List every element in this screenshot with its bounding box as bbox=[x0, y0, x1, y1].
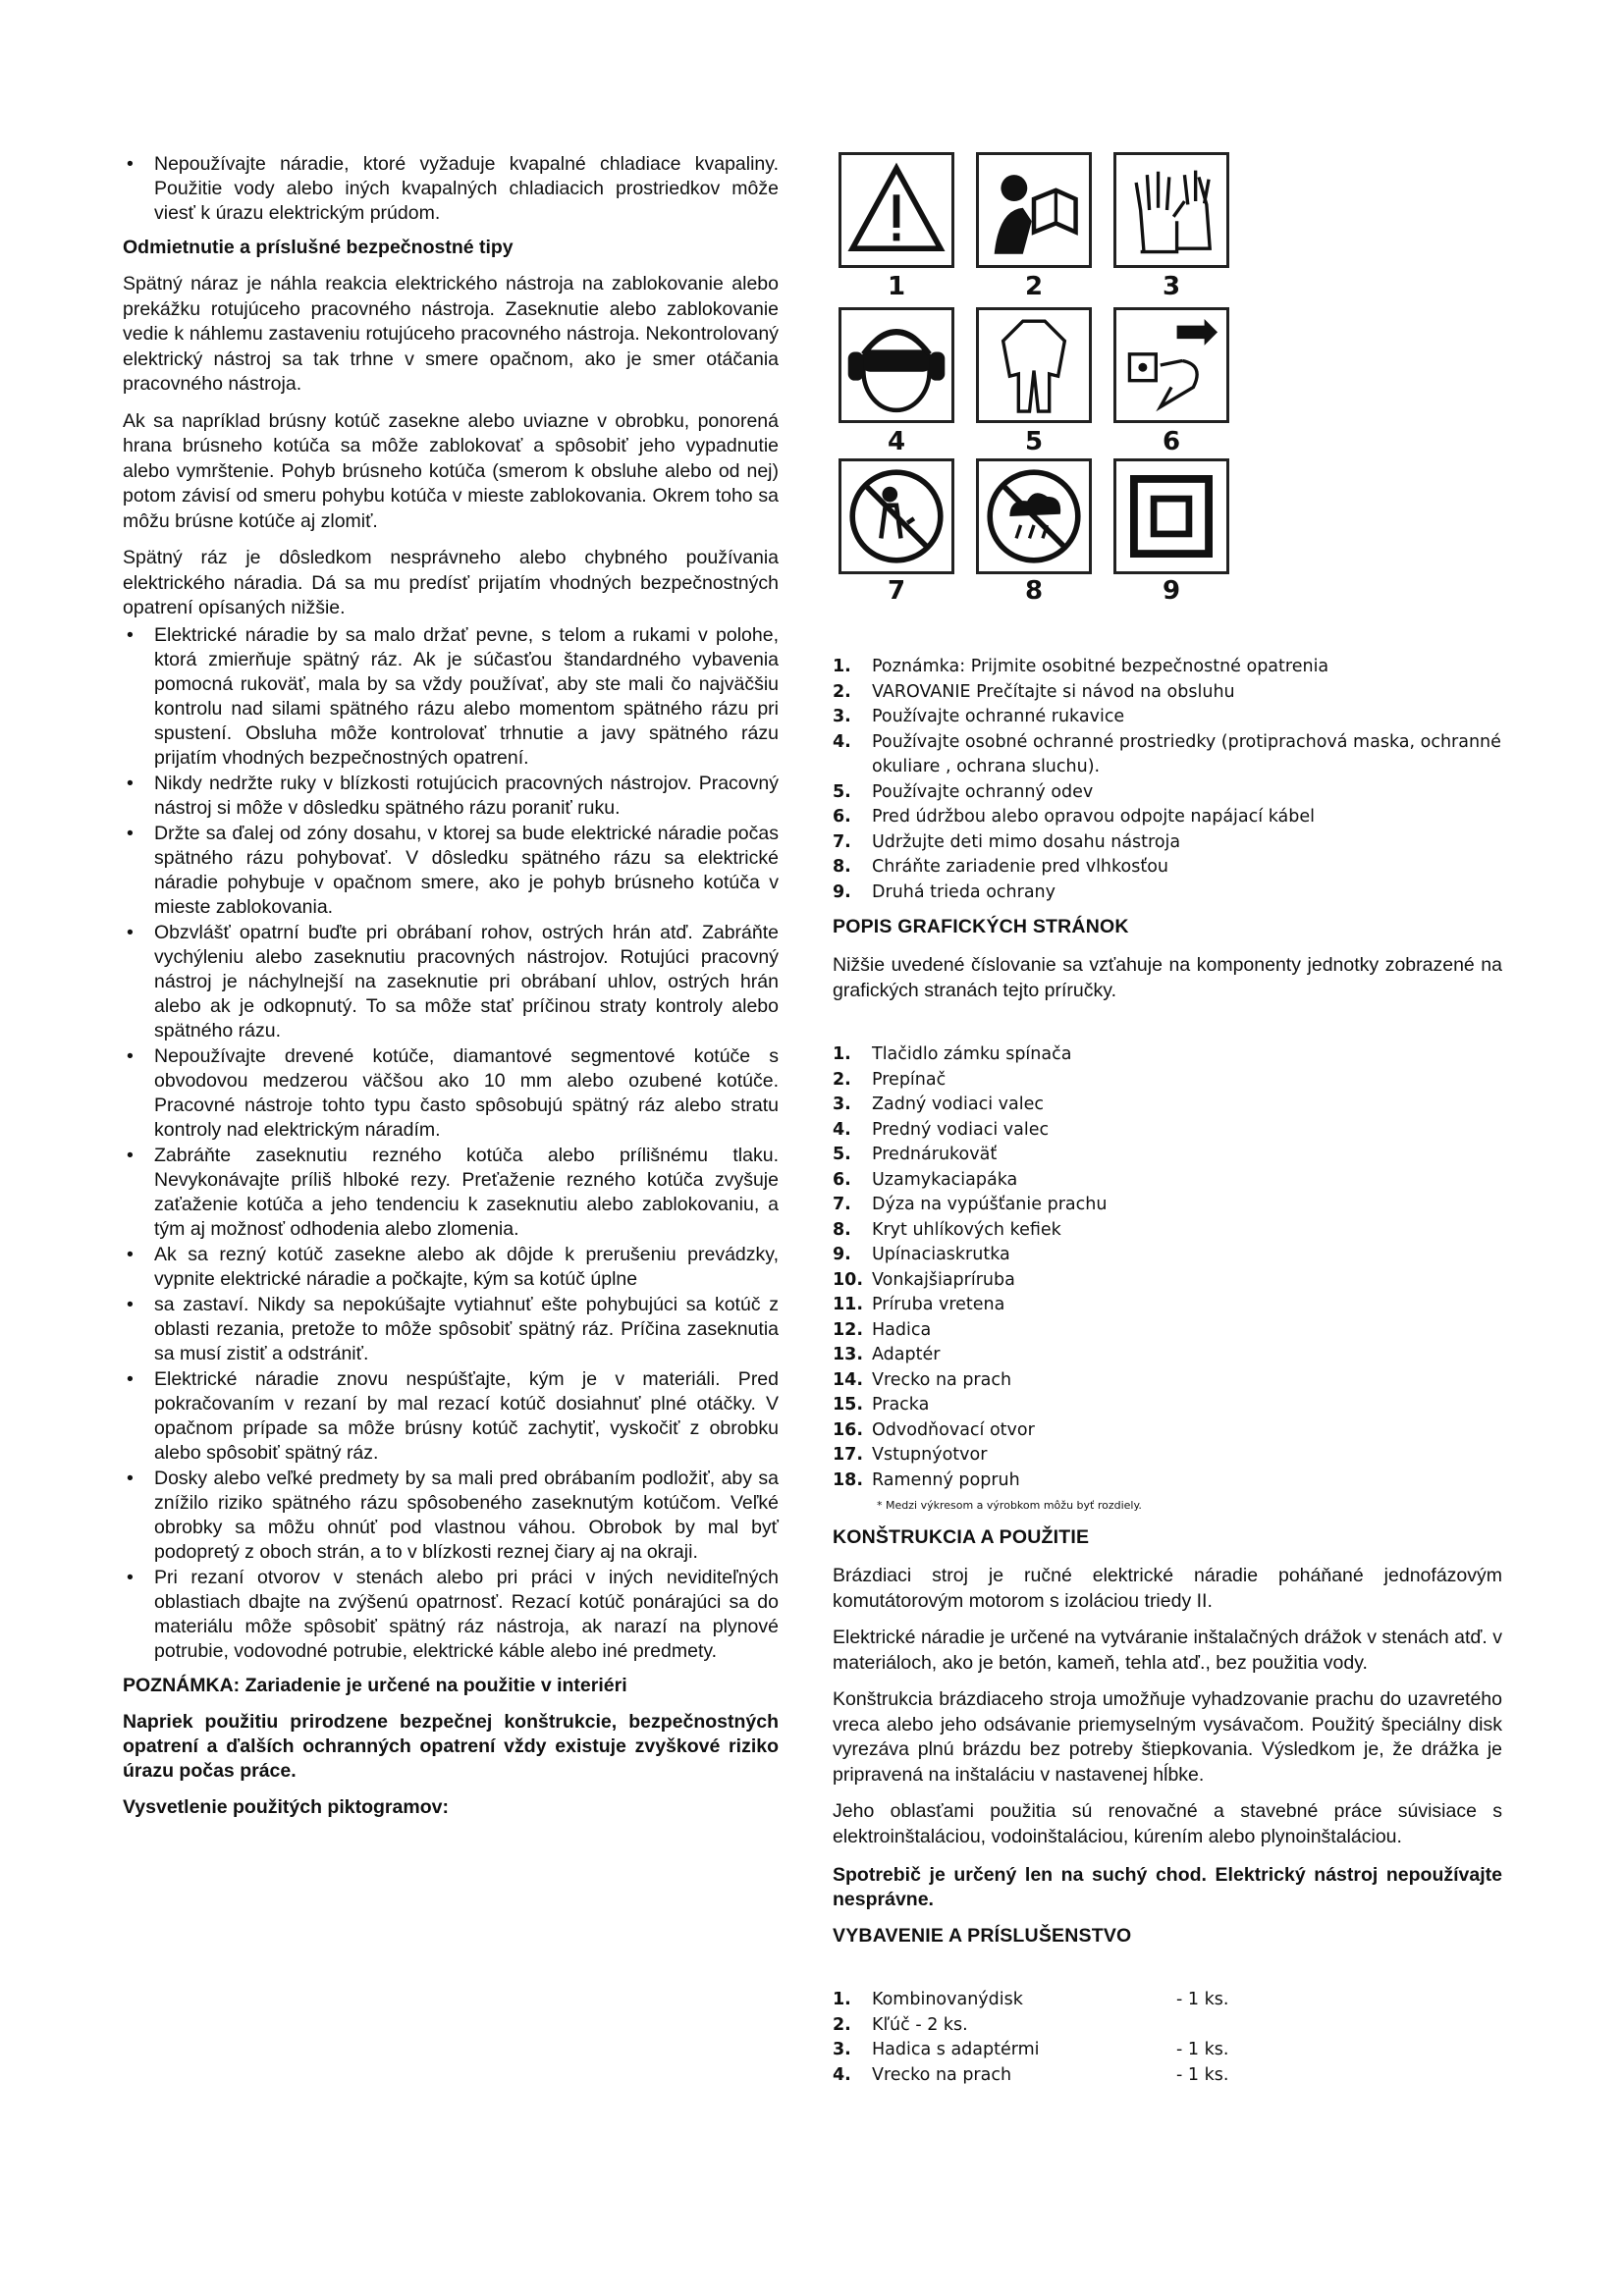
component-text: Vstupnýotvor bbox=[872, 1445, 988, 1465]
component-text: Kryt uhlíkových kefiek bbox=[872, 1219, 1061, 1240]
pictogram-heading: Vysvetlenie použitých piktogramov: bbox=[123, 1795, 449, 1818]
gloves-icon bbox=[1113, 152, 1229, 268]
legend-text: Chráňte zariadenie pred vlhkosťou bbox=[872, 857, 1169, 877]
legend-text: Používajte ochranné rukavice bbox=[872, 707, 1125, 726]
intro-bullet-list bbox=[123, 152, 779, 226]
component-item: 6. Uzamykaciapáka bbox=[833, 1169, 1018, 1190]
graphics-heading: POPIS GRAFICKÝCH STRÁNOK bbox=[833, 916, 1129, 937]
component-text: Ramenný popruh bbox=[872, 1469, 1020, 1490]
kickback-paragraph-1: Spätný náraz je náhla reakcia elektrického nástroja na zablokovanie alebo prekážku rotujúceho pracovného nástroja. Zaseknutie alebo zablokovanie vedie k náhlemu zastaveniu rotujúceho pracovného nástroja. Nekontrolovaný elektrický nástroj sa tak trhne v smere opačnom, ako je smer otáčania pracovného nástroja. bbox=[123, 273, 779, 395]
pictogram-grid bbox=[833, 152, 1245, 604]
component-item: 16. Odvodňovací otvor bbox=[833, 1419, 1035, 1440]
component-text: Zadný vodiaci valec bbox=[872, 1095, 1044, 1114]
legend-item: 4. Používajte osobné ochranné prostriedky (protiprachová maska, ochranné okuliare , ochrana sluchu). bbox=[833, 731, 1501, 776]
construction-paragraph-4: Jeho oblasťami použitia sú renovačné a stavebné práce súvisiace s elektroinštaláciou, vodoinštaláciou, kúrením alebo plynoinštaláciou. bbox=[833, 1800, 1502, 1847]
equipment-qty: - 1 ks. bbox=[1176, 2064, 1229, 2085]
component-item: 2. Prepínač bbox=[833, 1069, 947, 1090]
bullet-item: • sa zastaví. Nikdy sa nepokúšajte vytiahnuť ešte pohybujúci sa kotúč z oblasti rezania, pretože to môže spôsobiť spätný ráz. Príčina zaseknutia sa musí zistiť a odstrániť. bbox=[127, 1293, 779, 1364]
goggles-earmuffs-icon bbox=[839, 307, 954, 423]
bullet-text: Pri rezaní otvorov v stenách alebo pri práci v iných neviditeľných oblastiach dbajte na zvýšenú opatrnosť. Rezací kotúč ponárajúci sa do materiálu môže spôsobiť spätný ráz nástroja, ak narazí na plynové potrubie, vodovodné potrubie, elektrické káble alebo iné predmety. bbox=[154, 1566, 779, 1662]
drawing-footnote: * Medzi výkresom a výrobkom môžu byť rozdiely. bbox=[877, 1499, 1142, 1512]
component-item: 3. Zadný vodiaci valec bbox=[833, 1095, 1044, 1114]
legend-item: 9. Druhá trieda ochrany bbox=[833, 881, 1056, 902]
component-text: Dýza na vypúšťanie prachu bbox=[872, 1195, 1108, 1214]
component-item: 15. Pracka bbox=[833, 1395, 930, 1415]
read-manual-icon bbox=[976, 152, 1092, 268]
component-text: Odvodňovací otvor bbox=[872, 1419, 1035, 1440]
pictogram-legend-list bbox=[833, 655, 1502, 905]
component-text: Adaptér bbox=[872, 1345, 941, 1364]
equipment-item: 1. Kombinovanýdisk - 1 ks. bbox=[833, 1988, 1502, 2013]
component-text: Hadica bbox=[872, 1319, 932, 1340]
construction-paragraph-2: Elektrické náradie je určené na vytváranie inštalačných drážok v stenách atď. v materiáloch, ako je betón, kameň, tehla atď., bez použitia vody. bbox=[833, 1627, 1502, 1674]
kickback-paragraph-3: Spätný ráz je dôsledkom nesprávneho alebo chybného používania elektrického náradia. Dá sa mu predísť prijatím vhodných bezpečnostných opatrení opísaných nižšie. bbox=[123, 547, 779, 618]
bullet-item: • Nikdy nedržte ruky v blízkosti rotujúcich pracovných nástrojov. Pracovný nástroj si môže v dôsledku spätného rázu poraniť ruku. bbox=[127, 772, 779, 819]
bullet-item: • Dosky alebo veľké predmety by sa mali pred obrábaním podložiť, aby sa znížilo riziko spätného rázu spôsobeného zaseknutým kotúčom. Veľké obrobky sa môžu ohnúť pod vlastnou váhou. Obrobok by mal byť podopretý z oboch strán, a to v blízkosti reznej čiary aj na okraji. bbox=[127, 1467, 779, 1563]
component-text: Vonkajšiapríruba bbox=[872, 1269, 1015, 1290]
equipment-item: 2. Kľúč - 2 ks. bbox=[833, 2013, 1502, 2039]
legend-text: Používajte ochranný odev bbox=[872, 781, 1094, 802]
bullet-item: • Zabráňte zaseknutiu rezného kotúča alebo prílišnému tlaku. Nevykonávajte príliš hlboké rezy. Preťaženie rezného kotúča zvyšuje zaťaženie kotúča a jeho tendenciu k zaseknutiu alebo zablokovaniu, a tým aj možnosť odhodenia alebo zlomenia. bbox=[127, 1144, 779, 1240]
bullet-item: • Nepoužívajte drevené kotúče, diamantové segmentové kotúče s obvodovou medzerou väčšou ako 10 mm alebo ozubené kotúče. Pracovné nástroje tohto typu často spôsobujú spätný ráz alebo stratu kontroly nad elektrickým náradím. bbox=[127, 1044, 779, 1141]
equipment-item: 3. Hadica s adaptérmi - 1 ks. bbox=[833, 2038, 1502, 2063]
component-item: 11. Príruba vretena bbox=[833, 1295, 1005, 1314]
bullet-text: Držte sa ďalej od zóny dosahu, v ktorej sa bude elektrické náradie počas spätného rázu pohybovať. V dôsledku spätného rázu sa elektrické náradie pohybuje v opačnom smere, ako je pohyb brúsneho kotúča v mieste zablokovania. bbox=[154, 822, 779, 918]
bullet-text: Nepoužívajte náradie, ktoré vyžaduje kvapalné chladiace kvapaliny. Použitie vody alebo iných kvapalných chladiacich prostriedkov môže viesť k úrazu elektrickým prúdom. bbox=[154, 153, 779, 224]
component-text: Vrecko na prach bbox=[872, 1369, 1012, 1390]
component-item: 13. Adaptér bbox=[833, 1345, 941, 1364]
component-item: 9. Upínaciaskrutka bbox=[833, 1245, 1010, 1264]
bullet-item: • Pri rezaní otvorov v stenách alebo pri práci v iných neviditeľných oblastiach dbajte na zvýšenú opatrnosť. Rezací kotúč ponárajúci sa do materiálu môže spôsobiť spätný ráz nástroja, ak narazí na plynové potrubie, vodovodné potrubie, elektrické káble alebo iné predmety. bbox=[127, 1566, 779, 1662]
component-list bbox=[833, 1042, 1502, 1493]
legend-item: 2. VAROVANIE Prečítajte si návod na obsluhu bbox=[833, 681, 1235, 702]
bullet-item: • Obzvlášť opatrní buďte pri obrábaní rohov, ostrých hrán atď. Zabráňte vychýleniu alebo zaseknutiu pracovných nástrojov. Rotujúci pracovný nástroj je náchylnejší na zaseknutie pri obrábaní uhlov, ostrých hrán alebo ak je odkopnutý. To sa môže stať príčinou straty kontroly alebo spätného rázu. bbox=[127, 921, 779, 1041]
equipment-qty: - 1 ks. bbox=[1176, 1990, 1229, 2009]
equipment-name: Hadica s adaptérmi bbox=[872, 2040, 1040, 2059]
equipment-name: Vrecko na prach bbox=[872, 2064, 1012, 2085]
pictogram-number: 4 bbox=[887, 427, 906, 456]
keep-children-away-icon bbox=[839, 458, 954, 574]
component-item: 1. Tlačidlo zámku spínača bbox=[833, 1044, 1072, 1064]
pictogram-number: 2 bbox=[1024, 272, 1044, 301]
component-item: 8. Kryt uhlíkových kefiek bbox=[833, 1219, 1061, 1240]
legend-text: Používajte osobné ochranné prostriedky (protiprachová maska, ochranné okuliare , ochrana sluchu). bbox=[872, 731, 1501, 776]
legend-text: Udržujte deti mimo dosahu nástroja bbox=[872, 831, 1181, 852]
equipment-name: Kľúč - 2 ks. bbox=[872, 2014, 968, 2035]
kickback-bullet-list bbox=[123, 623, 779, 1664]
legend-text: VAROVANIE Prečítajte si návod na obsluhu bbox=[872, 681, 1235, 702]
coverall-icon bbox=[976, 307, 1092, 423]
component-text: Pracka bbox=[872, 1395, 930, 1415]
construction-heading: KONŠTRUKCIA A POUŽITIE bbox=[833, 1526, 1090, 1548]
component-item: 4. Predný vodiaci valec bbox=[833, 1119, 1050, 1140]
construction-paragraph-1: Brázdiaci stroj je ručné elektrické náradie poháňané jednofázovým komutátorovým motorom s izoláciou triedy II. bbox=[833, 1565, 1502, 1612]
residual-risk-text: Napriek použitiu prirodzene bezpečnej konštrukcie, bezpečnostných opatrení a ďalších ochranných opatrení vždy existuje zvyškové riziko úrazu počas práce. bbox=[123, 1710, 779, 1782]
equipment-list bbox=[833, 1988, 1502, 2088]
legend-item: 6. Pred údržbou alebo opravou odpojte napájací kábel bbox=[833, 807, 1315, 827]
component-text: Prepínač bbox=[872, 1069, 947, 1090]
bullet-item: • Ak sa rezný kotúč zasekne alebo ak dôjde k prerušeniu prevádzky, vypnite elektrické náradie a počkajte, kým sa kotúč úplne bbox=[127, 1243, 779, 1290]
pictogram-number: 9 bbox=[1162, 576, 1181, 606]
bullet-item: • Nepoužívajte náradie, ktoré vyžaduje kvapalné chladiace kvapaliny. Použitie vody alebo iných kvapalných chladiacich prostriedkov môže viesť k úrazu elektrickým prúdom. bbox=[127, 153, 779, 224]
pictogram-number: 8 bbox=[1024, 576, 1044, 606]
legend-item: 5. Používajte ochranný odev bbox=[833, 781, 1094, 802]
bullet-item: • Elektrické náradie znovu nespúšťajte, kým je v materiáli. Pred pokračovaním v rezaní by mal rezací kotúč dosiahnuť plné otáčky. V opačnom prípade sa môže brúsny kotúč zachytiť, vyskočiť z obrobku alebo spôsobiť spätný ráz. bbox=[127, 1367, 779, 1464]
dry-use-notice: Spotrebič je určený len na suchý chod. Elektrický nástroj nepoužívajte nesprávne. bbox=[833, 1864, 1502, 1910]
component-item: 5. Prednárukoväť bbox=[833, 1145, 998, 1164]
bullet-text: Obzvlášť opatrní buďte pri obrábaní rohov, ostrých hrán atď. Zabráňte vychýleniu alebo zaseknutiu pracovných nástrojov. Rotujúci pracovný nástroj je náchylnejší na zaseknutie pri obrábaní uhlov, ostrých hrán alebo ak je odkopnutý. To sa môže stať príčinou straty kontroly alebo spätného rázu. bbox=[154, 921, 779, 1041]
bullet-text: Ak sa rezný kotúč zasekne alebo ak dôjde k prerušeniu prevádzky, vypnite elektrické náradie a počkajte, kým sa kotúč úplne bbox=[154, 1243, 779, 1290]
component-text: Príruba vretena bbox=[872, 1295, 1005, 1314]
kickback-paragraph-2: Ak sa napríklad brúsny kotúč zasekne alebo uviazne v obrobku, ponorená hrana brúsneho kotúča sa môže zablokovať a spôsobiť jeho vypadnutie alebo vymrštenie. Pohyb brúsneho kotúča (smerom k obsluhe alebo od nej) potom závisí od smeru pohybu kotúča v mieste zablokovania. Okrem toho sa môžu brúsne kotúče aj zlomiť. bbox=[123, 409, 779, 532]
component-item: 7. Dýza na vypúšťanie prachu bbox=[833, 1195, 1108, 1214]
bullet-item: • Elektrické náradie by sa malo držať pevne, s telom a rukami v polohe, ktorá zmierňuje spätný ráz. Ak je súčasťou štandardného vybavenia pomocná rukoväť, mala by sa vždy používať, aby ste mali čo najväčšiu kontrolu nad silami spätného rázu alebo momentom spätného rázu pri spustení. Obsluha môže kontrolovať trhnutie a javy spätného rázu prijatím vhodných bezpečnostných opatrení. bbox=[127, 623, 779, 769]
component-text: Tlačidlo zámku spínača bbox=[872, 1044, 1072, 1064]
component-text: Uzamykaciapáka bbox=[872, 1169, 1018, 1190]
unplug-icon bbox=[1113, 307, 1229, 423]
bullet-text: Elektrické náradie znovu nespúšťajte, kým je v materiáli. Pred pokračovaním v rezaní by mal rezací kotúč dosiahnuť plné otáčky. V opačnom prípade sa môže brúsny kotúč zachytiť, vyskočiť z obrobku alebo spôsobiť spätný ráz. bbox=[154, 1367, 779, 1464]
component-text: Upínaciaskrutka bbox=[872, 1245, 1010, 1264]
component-item: 10. Vonkajšiapríruba bbox=[833, 1269, 1015, 1290]
equipment-name: Kombinovanýdisk bbox=[872, 1990, 1023, 2009]
component-item: 18. Ramenný popruh bbox=[833, 1469, 1020, 1490]
component-item: 12. Hadica bbox=[833, 1319, 932, 1340]
bullet-item: • Držte sa ďalej od zóny dosahu, v ktorej sa bude elektrické náradie počas spätného rázu pohybovať. V dôsledku spätného rázu sa elektrické náradie pohybuje v opačnom smere, ako je pohyb brúsneho kotúča v mieste zablokovania. bbox=[127, 822, 779, 918]
kickback-heading: Odmietnutie a príslušné bezpečnostné tipy bbox=[123, 237, 514, 258]
legend-item: 8. Chráňte zariadenie pred vlhkosťou bbox=[833, 857, 1169, 877]
bullet-text: Nepoužívajte drevené kotúče, diamantové segmentové kotúče s obvodovou medzerou väčšou ako 10 mm alebo ozubené kotúče. Pracovné nástroje tohto typu často spôsobujú spätný ráz alebo stratu kontroly nad elektrickým náradím. bbox=[154, 1044, 779, 1141]
pictogram-number: 6 bbox=[1162, 427, 1181, 456]
bullet-text: Elektrické náradie by sa malo držať pevne, s telom a rukami v polohe, ktorá zmierňuje spätný ráz. Ak je súčasťou štandardného vybavenia pomocná rukoväť, mala by sa vždy používať, aby ste mali čo najväčšiu kontrolu nad silami spätného rázu alebo momentom spätného rázu pri spustení. Obsluha môže kontrolovať trhnutie a javy spätného rázu prijatím vhodných bezpečnostných opatrení. bbox=[154, 623, 779, 769]
graphics-intro: Nižšie uvedené číslovanie sa vzťahuje na komponenty jednotky zobrazené na grafických stranách tejto príručky. bbox=[833, 954, 1502, 1001]
legend-item: 1. Poznámka: Prijmite osobitné bezpečnostné opatrenia bbox=[833, 657, 1329, 676]
pictogram-number: 3 bbox=[1162, 272, 1181, 301]
class-ii-icon bbox=[1113, 458, 1229, 574]
pictogram-number: 1 bbox=[887, 272, 906, 301]
right-column bbox=[833, 152, 1502, 2088]
legend-item: 3. Používajte ochranné rukavice bbox=[833, 707, 1125, 726]
component-item: 14. Vrecko na prach bbox=[833, 1369, 1012, 1390]
legend-item: 7. Udržujte deti mimo dosahu nástroja bbox=[833, 831, 1181, 852]
component-text: Predný vodiaci valec bbox=[872, 1119, 1050, 1140]
equipment-qty: - 1 ks. bbox=[1176, 2040, 1229, 2059]
equipment-qty bbox=[1176, 2013, 1255, 2039]
equipment-item: 4. Vrecko na prach - 1 ks. bbox=[833, 2063, 1502, 2089]
bullet-text: Nikdy nedržte ruky v blízkosti rotujúcich pracovných nástrojov. Pracovný nástroj si môže v dôsledku spätného rázu poraniť ruku. bbox=[154, 772, 779, 819]
bullet-text: Dosky alebo veľké predmety by sa mali pred obrábaním podložiť, aby sa znížilo riziko spätného rázu spôsobeného zaseknutým kotúčom. Veľké obrobky sa môžu ohnúť pod vlastnou váhou. Obrobok by mal byť podopretý z oboch strán, a to v blízkosti reznej čiary aj na okraji. bbox=[154, 1467, 779, 1563]
legend-text: Druhá trieda ochrany bbox=[872, 881, 1056, 902]
legend-text: Pred údržbou alebo opravou odpojte napájací kábel bbox=[872, 807, 1315, 827]
left-column bbox=[123, 152, 779, 1832]
pictogram-number: 5 bbox=[1024, 427, 1044, 456]
component-text: Prednárukoväť bbox=[872, 1145, 998, 1164]
protect-from-moisture-icon bbox=[976, 458, 1092, 574]
equipment-heading: VYBAVENIE A PRÍSLUŠENSTVO bbox=[833, 1925, 1132, 1947]
pictogram-number: 7 bbox=[887, 576, 906, 606]
warning-triangle-icon bbox=[839, 152, 954, 268]
construction-paragraph-3: Konštrukcia brázdiaceho stroja umožňuje vyhadzovanie prachu do uzavretého vreca alebo jeho odsávanie priemyselným vysávačom. Použitý špeciálny disk vyrezáva plnú brázdu bez potreby štiepkovania. Výsledkom je, že drážka je pripravená na inštaláciu v nastavenej hĺbke. bbox=[833, 1688, 1502, 1786]
legend-text: Poznámka: Prijmite osobitné bezpečnostné opatrenia bbox=[872, 657, 1329, 676]
note-line: POZNÁMKA: Zariadenie je určené na použitie v interiéri bbox=[123, 1674, 627, 1696]
component-item: 17. Vstupnýotvor bbox=[833, 1445, 988, 1465]
bullet-text: Zabráňte zaseknutiu rezného kotúča alebo prílišnému tlaku. Nevykonávajte príliš hlboké rezy. Preťaženie rezného kotúča zvyšuje zaťaženie kotúča a jeho tendenciu k zaseknutiu alebo zablokovaniu, a tým aj možnosť odhodenia alebo zlomenia. bbox=[154, 1144, 779, 1240]
bullet-text: sa zastaví. Nikdy sa nepokúšajte vytiahnuť ešte pohybujúci sa kotúč z oblasti rezania, pretože to môže spôsobiť spätný ráz. Príčina zaseknutia sa musí zistiť a odstrániť. bbox=[154, 1293, 779, 1364]
